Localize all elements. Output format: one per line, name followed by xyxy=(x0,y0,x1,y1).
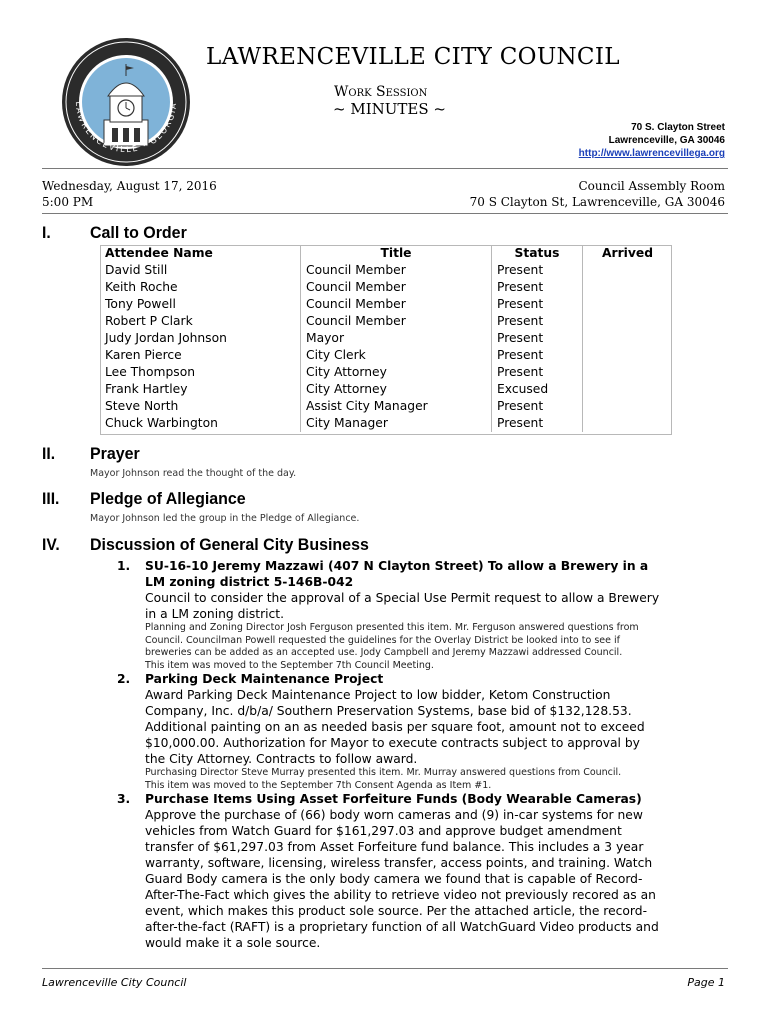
attendance-row xyxy=(100,296,672,313)
item-description: the City Attorney. Contracts to follow award. xyxy=(145,752,418,766)
attendee-name: David Still xyxy=(105,263,168,277)
attendance-table xyxy=(100,245,672,432)
attendance-row xyxy=(100,398,672,415)
city-address xyxy=(579,121,725,160)
item-description: $10,000.00. Authorization for Mayor to execute contracts subject to approval by xyxy=(145,736,640,750)
meeting-address: 70 S Clayton St, Lawrenceville, GA 30046 xyxy=(469,195,725,209)
website-link[interactable]: http://www.lawrencevillega.org xyxy=(578,148,725,159)
item-description: Guard Body camera is the only body camera we found that is capable of Record- xyxy=(145,872,643,886)
col-arrived: Arrived xyxy=(583,245,673,262)
attendee-status: Excused xyxy=(492,381,583,398)
section-number: I. xyxy=(42,223,51,242)
meeting-time: 5:00 PM xyxy=(42,195,94,209)
attendee-title: City Attorney xyxy=(301,381,492,398)
section-number: III. xyxy=(42,489,60,508)
attendance-row xyxy=(100,262,672,279)
section-heading-prayer: Prayer xyxy=(90,444,140,463)
section-number: IV. xyxy=(42,535,60,554)
attendance-row xyxy=(100,279,672,296)
header-divider xyxy=(42,168,728,169)
attendee-arrived xyxy=(583,279,673,296)
meeting-room: Council Assembly Room xyxy=(578,179,725,193)
item-number: 1. xyxy=(117,559,131,573)
attendance-row xyxy=(100,347,672,364)
attendee-title: Assist City Manager xyxy=(301,398,492,415)
attendee-status: Present xyxy=(492,296,583,313)
item-note: Council. Councilman Powell requested the guidelines for the Overlay District be looked into to see if xyxy=(145,634,620,646)
attendee-name: Steve North xyxy=(105,399,179,413)
attendee-arrived xyxy=(583,330,673,347)
col-status: Status xyxy=(492,245,583,262)
item-number: 3. xyxy=(117,792,131,806)
item-title: SU-16-10 Jeremy Mazzawi (407 N Clayton Street) To allow a Brewery in a xyxy=(145,559,649,573)
attendee-status: Present xyxy=(492,313,583,330)
attendance-row xyxy=(100,330,672,347)
attendee-arrived xyxy=(583,364,673,381)
attendee-title: City Attorney xyxy=(301,364,492,381)
attendee-status: Present xyxy=(492,262,583,279)
item-description: after-the-fact (RAFT) is a proprietary function of all WatchGuard Video products and xyxy=(145,920,659,934)
attendee-arrived xyxy=(583,347,673,364)
section-heading-call-to-order: Call to Order xyxy=(90,223,187,242)
item-description: transfer of $61,297.03 from Asset Forfeiture fund balance. This includes a 3 year xyxy=(145,840,644,854)
attendee-title: Council Member xyxy=(301,262,492,279)
agenda-item-2 xyxy=(117,671,687,792)
item-description: in a LM zoning district. xyxy=(145,607,285,621)
attendee-status: Present xyxy=(492,347,583,364)
item-title: Parking Deck Maintenance Project xyxy=(145,672,384,686)
minutes-heading: ~ MINUTES ~ xyxy=(333,100,446,118)
attendee-arrived xyxy=(583,262,673,279)
footer-organization: Lawrenceville City Council xyxy=(42,976,187,989)
item-note: Planning and Zoning Director Josh Ferguson presented this item. Mr. Ferguson answered questions from xyxy=(145,622,639,633)
attendance-header-row xyxy=(100,245,672,262)
meeting-date: Wednesday, August 17, 2016 xyxy=(42,179,217,193)
item-title: Purchase Items Using Asset Forfeiture Funds (Body Wearable Cameras) xyxy=(145,792,642,806)
item-number: 2. xyxy=(117,672,131,686)
attendance-row xyxy=(100,313,672,330)
item-description: vehicles from Watch Guard for $161,297.03 and approve budget amendment xyxy=(145,824,622,838)
section-heading-business: Discussion of General City Business xyxy=(90,535,369,554)
item-description: warranty, software, licensing, wireless transfer, access points, and training. Watch xyxy=(145,856,653,870)
item-description: Approve the purchase of (66) body worn cameras and (9) in-car systems for new xyxy=(145,808,643,822)
attendee-name: Keith Roche xyxy=(105,280,178,294)
item-description: event, which makes this product sole source. Per the attached article, the record- xyxy=(145,904,648,918)
col-attendee-name: Attendee Name xyxy=(105,246,213,260)
attendee-title: Council Member xyxy=(301,313,492,330)
attendee-arrived xyxy=(583,313,673,330)
attendee-name: Lee Thompson xyxy=(105,365,196,379)
col-title: Title xyxy=(301,245,492,262)
attendee-name: Tony Powell xyxy=(105,297,176,311)
item-note: Purchasing Director Steve Murray presented this item. Mr. Murray answered questions from Council. xyxy=(145,767,622,778)
attendee-title: City Manager xyxy=(301,415,492,432)
address-street: 70 S. Clayton Street xyxy=(631,122,725,133)
section-number: II. xyxy=(42,444,56,463)
item-description: Council to consider the approval of a Special Use Permit request to allow a Brewery xyxy=(145,591,660,605)
attendee-title: Council Member xyxy=(301,296,492,313)
attendee-status: Present xyxy=(492,364,583,381)
attendee-title: Mayor xyxy=(301,330,492,347)
attendee-arrived xyxy=(583,398,673,415)
meeting-location xyxy=(470,178,725,210)
attendee-name: Judy Jordan Johnson xyxy=(105,331,227,345)
footer-divider xyxy=(42,968,728,969)
item-description: After-The-Fact which gives the ability to retrieve video not previously recored as an xyxy=(145,888,656,902)
footer-page-number: Page 1 xyxy=(687,976,725,989)
pledge-note: Mayor Johnson led the group in the Pledge of Allegiance. xyxy=(90,513,360,524)
council-title: LAWRENCEVILLE CITY COUNCIL xyxy=(206,44,620,70)
attendee-status: Present xyxy=(492,279,583,296)
attendee-name: Chuck Warbington xyxy=(105,416,218,430)
attendee-title: City Clerk xyxy=(301,347,492,364)
attendee-name: Robert P Clark xyxy=(105,314,193,328)
item-description: Additional painting on an as needed basis per square foot, amount not to exceed xyxy=(145,720,645,734)
attendance-row xyxy=(100,415,672,432)
attendee-name: Karen Pierce xyxy=(105,348,182,362)
prayer-note: Mayor Johnson read the thought of the day. xyxy=(90,468,297,479)
meta-divider xyxy=(42,213,728,214)
meeting-datetime xyxy=(42,178,217,210)
attendee-status: Present xyxy=(492,330,583,347)
section-heading-pledge: Pledge of Allegiance xyxy=(90,489,246,508)
agenda-item-1 xyxy=(117,558,687,672)
attendance-row xyxy=(100,364,672,381)
city-seal-logo xyxy=(60,36,192,168)
attendance-row xyxy=(100,381,672,398)
item-note: This item was moved to the September 7th Consent Agenda as Item #1. xyxy=(145,779,492,791)
attendee-arrived xyxy=(583,296,673,313)
item-description: Award Parking Deck Maintenance Project to low bidder, Ketom Construction xyxy=(145,688,611,702)
address-city: Lawrenceville, GA 30046 xyxy=(608,135,725,146)
attendee-arrived xyxy=(583,381,673,398)
attendee-status: Present xyxy=(492,398,583,415)
attendee-arrived xyxy=(583,415,673,432)
item-title: LM zoning district 5-146B-042 xyxy=(145,575,354,589)
agenda-item-3 xyxy=(117,791,687,951)
attendee-status: Present xyxy=(492,415,583,432)
work-session-subtitle: Work Session xyxy=(334,84,428,100)
item-note: This item was moved to the September 7th Council Meeting. xyxy=(145,659,434,671)
item-note: breweries can be added as an accepted use. Jody Campbell and Jeremy Mazzawi addressed Council. xyxy=(145,647,623,658)
attendee-title: Council Member xyxy=(301,279,492,296)
item-description: Company, Inc. d/b/a/ Southern Preservation Systems, base bid of $132,128.53. xyxy=(145,704,632,718)
attendee-name: Frank Hartley xyxy=(105,382,188,396)
svg-text:LAWRENCEVILLE · GEORGIA: LAWRENCEVILLE · GEORGIA xyxy=(73,101,179,155)
item-description: would make it a sole source. xyxy=(145,936,321,950)
